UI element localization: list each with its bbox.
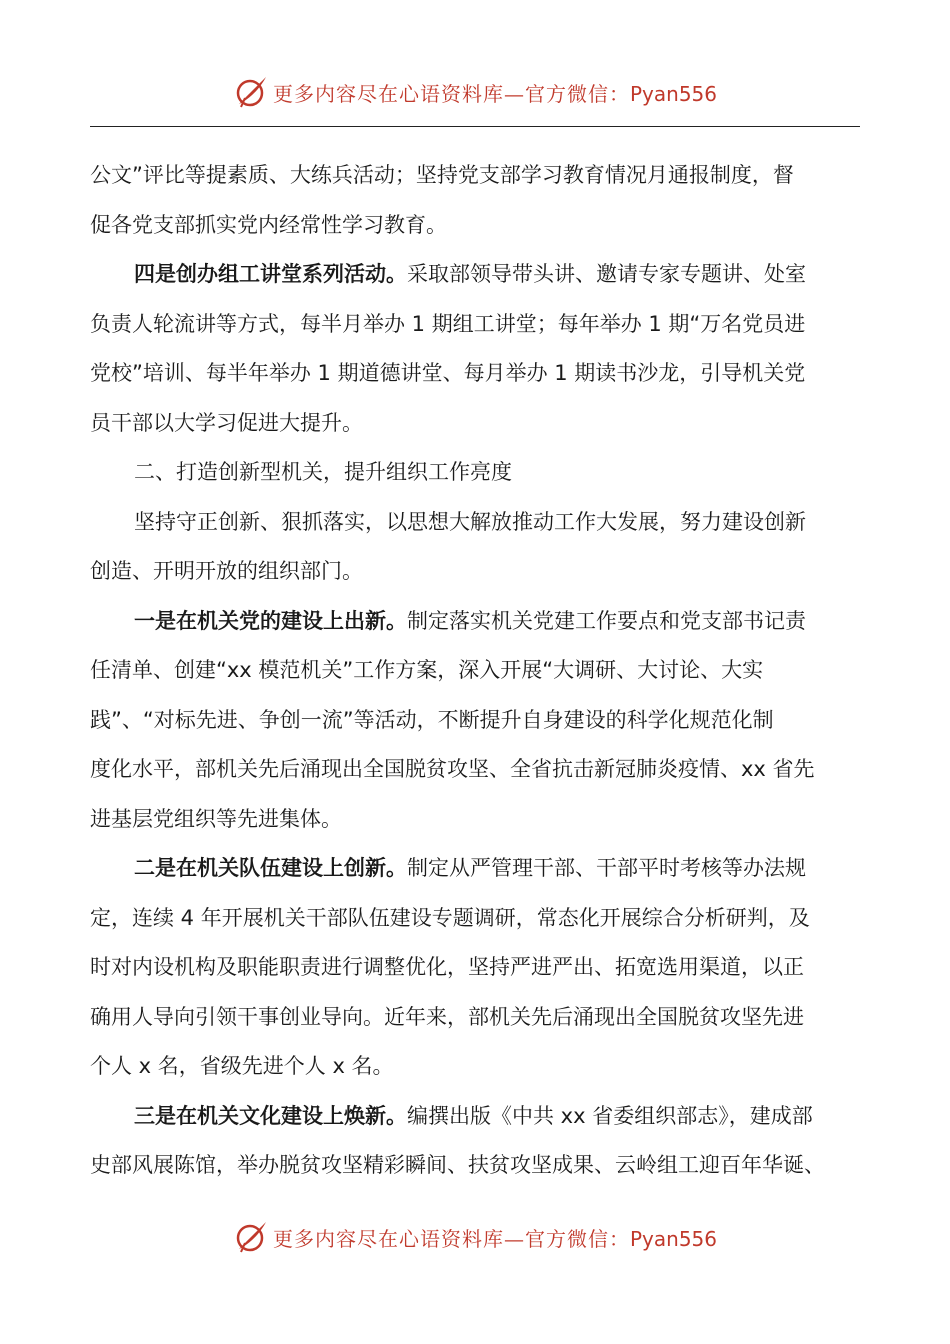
watermark-handle: Pyan556: [629, 1226, 717, 1251]
body-line: 践”、“对标先进、争创一流”等活动，不断提升自身建设的科学化规范化制: [90, 707, 774, 732]
paragraph-heading-line: 一是在机关党的建设上出新。制定落实机关党建工作要点和党支部书记责: [134, 608, 806, 633]
quill-logo-icon: [233, 1219, 269, 1255]
body-line: 史部风展陈馆，举办脱贫攻坚精彩瞬间、扶贫攻坚成果、云岭组工迎百年华诞、: [90, 1153, 825, 1177]
body-line: 党校”培训、每半年举办 1 期道德讲堂、每月举办 1 期读书沙龙，引导机关党: [90, 361, 806, 385]
body-line: 公文”评比等提素质、大练兵活动；坚持党支部学习教育情况月通报制度，督: [90, 163, 794, 187]
header-watermark: [0, 72, 950, 112]
quill-logo-icon: [233, 74, 269, 110]
watermark-handle: Pyan556: [629, 81, 717, 106]
body-line: 创造、开明开放的组织部门。: [90, 559, 363, 583]
document-body: [90, 151, 860, 1191]
paragraph-lead: 四是创办组工讲堂系列活动。: [134, 262, 407, 286]
header-divider: [90, 126, 860, 127]
watermark-text: 更多内容尽在心语资料库—官方微信：Pyan556: [272, 81, 717, 106]
paragraph-lead: 一是在机关党的建设上出新。: [134, 608, 407, 633]
paragraph-lead: 三是在机关文化建设上焕新。: [134, 1103, 407, 1128]
paragraph-heading-line: 四是创办组工讲堂系列活动。采取部领导带头讲、邀请专家专题讲、处室: [134, 262, 806, 286]
paragraph-heading-line: 二是在机关队伍建设上创新。制定从严管理干部、干部平时考核等办法规: [134, 856, 806, 880]
body-line: 员干部以大学习促进大提升。: [90, 410, 363, 435]
body-line: 定，连续 4 年开展机关干部队伍建设专题调研，常态化开展综合分析研判，及: [90, 905, 810, 930]
body-line: 时对内设机构及职能职责进行调整优化，坚持严进严出、拓宽选用渠道，以正: [90, 955, 804, 979]
paragraph-heading-line: 三是在机关文化建设上焕新。编撰出版《中共 xx 省委组织部志》，建成部: [134, 1103, 813, 1128]
footer-watermark: [0, 1217, 950, 1257]
body-line: 坚持守正创新、狠抓落实，以思想大解放推动工作大发展，努力建设创新: [134, 509, 806, 534]
body-line: 负责人轮流讲等方式，每半月举办 1 期组工讲堂；每年举办 1 期“万名党员进: [90, 311, 806, 336]
section-heading: 二、打造创新型机关，提升组织工作亮度: [134, 460, 512, 484]
body-line: 确用人导向引领干事创业导向。近年来，部机关先后涌现出全国脱贫攻坚先进: [90, 1004, 804, 1029]
watermark-text: 更多内容尽在心语资料库—官方微信：Pyan556: [272, 1226, 717, 1251]
body-line: 度化水平，部机关先后涌现出全国脱贫攻坚、全省抗击新冠肺炎疫情、xx 省先: [90, 757, 815, 781]
paragraph-lead: 二是在机关队伍建设上创新。: [134, 856, 407, 880]
body-line: 个人 x 名，省级先进个人 x 名。: [90, 1054, 394, 1078]
body-line: 进基层党组织等先进集体。: [90, 806, 342, 831]
body-line: 任清单、创建“xx 模范机关”工作方案，深入开展“大调研、大讨论、大实: [90, 658, 764, 682]
body-line: 促各党支部抓实党内经常性学习教育。: [90, 212, 447, 237]
